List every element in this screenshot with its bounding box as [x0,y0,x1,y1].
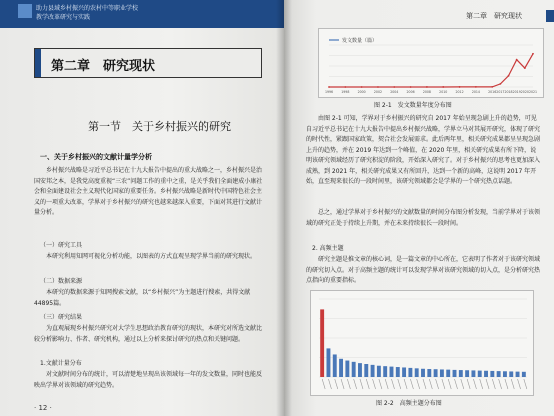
data-point [328,86,330,88]
x-tick-label: 2002 [373,90,383,94]
right-running-head-text: 第二章 研究现状 [466,12,522,20]
right-running-head-mark [546,10,554,22]
paragraph-volume: 对文献时间分布的统计，可以清楚地呈现出该领域每一年的发文数量，同时也能反映出学界对该领域的研究趋势。 [34,371,263,389]
x-tick-label-placeholder [499,379,502,389]
data-point [442,86,444,88]
subsection-title: 一、关于乡村振兴的文献计量学分析 [40,153,152,161]
chart1-grid [329,45,533,87]
figure-2-2 [310,290,534,396]
x-tick-label: 1996 [324,90,334,94]
bar [490,371,494,377]
x-tick-label: 2018 [504,90,513,94]
chart2-grid [319,299,527,377]
running-head-line2: 教学改革研究与实践 [36,14,91,21]
bar [327,348,331,377]
running-head-mark [18,4,32,18]
bar [459,370,463,377]
x-tick-label-placeholder [524,379,527,389]
x-tick-label-placeholder [354,379,357,389]
bar [516,372,520,377]
x-tick-label-placeholder [385,379,388,389]
paragraph-tools: 本研究利用知网可视化分析功能，以图表的方式直观呈现学界当前的研究现状。 [46,253,257,260]
analysis-paragraph-3: 研究主题是推文章的核心词，是一篇文章的中心所在，它表明了作者对于该研究领域的研究切入点。对于高频主题的统计可以发现学界对该研究领域的切入点，是分析研究热点指向的重要指标。 [306,256,541,284]
x-tick-label-placeholder [335,379,338,389]
data-point [499,83,501,85]
bar [471,370,475,377]
bar [427,369,431,377]
heading-results: （三）研究结果 [40,314,83,321]
figure-2-2-caption: 图 2-2 高频主题分布图 [376,400,442,407]
right-running-head [466,8,554,24]
x-tick-label-placeholder [379,379,382,389]
bar [352,362,356,377]
bar [421,369,425,377]
data-point [393,86,395,88]
right-page [284,0,554,416]
bar [453,370,457,377]
data-point [508,75,510,77]
x-tick-label-placeholder [410,379,413,389]
x-tick-label: 2010 [439,90,448,94]
x-tick-label-placeholder [511,379,514,389]
x-tick-label: 2012 [455,90,464,94]
chart1-points [328,53,534,88]
bar [415,368,419,377]
book-gutter-shadow [276,0,292,416]
x-tick-label-placeholder [473,379,476,389]
bar [358,363,362,377]
heading-source: （二）数据来源 [40,278,83,285]
heading-volume: 1.文献计量分布 [40,360,82,367]
x-tick-label-placeholder [391,379,394,389]
x-tick-label: 2020 [520,90,529,94]
bar [402,367,406,377]
x-tick-label: 2017 [496,90,505,94]
data-point [426,86,428,88]
x-tick-label-placeholder [398,379,401,389]
bar [522,372,526,377]
bar [440,369,444,377]
bar [364,364,368,377]
bar [345,361,349,377]
bar [377,366,381,377]
x-tick-label-placeholder [518,379,521,389]
bar [465,370,469,377]
paragraph-source: 本研究的数据来源于知网搜索文献，以“乡村振兴”为主题进行搜索，共得文献44895篇。 [34,289,251,307]
x-tick-label-placeholder [366,379,369,389]
x-tick-label-placeholder [505,379,508,389]
bar [371,365,375,377]
bar [339,359,343,377]
x-tick-label-placeholder [328,379,331,389]
x-tick-label: 2016 [488,90,497,94]
data-point [410,86,412,88]
x-tick-label: 2008 [422,90,431,94]
bar [390,367,394,377]
data-point [516,59,518,61]
x-tick-label-placeholder [404,379,407,389]
bar [333,354,337,377]
bar-chart [311,291,533,395]
x-tick-label-placeholder [455,379,458,389]
x-tick-label-placeholder [486,379,489,389]
x-tick-label-placeholder [480,379,483,389]
bar [484,371,488,377]
bar [320,309,324,377]
x-tick-label-placeholder [417,379,420,389]
x-tick-label-placeholder [429,379,432,389]
x-tick-label-placeholder [322,379,325,389]
x-tick-label: 2006 [406,90,415,94]
data-point [344,86,346,88]
line-chart [319,29,543,97]
x-tick-label: 2000 [357,90,366,94]
heading-topics: 2. 高频主题 [312,245,344,252]
x-tick-label-placeholder [423,379,426,389]
x-tick-label-placeholder [492,379,495,389]
left-running-head [0,0,284,28]
data-point [361,86,363,88]
intro-paragraph: 乡村振兴战略是习近平总书记在十九大报告中提出的重大战略之一，乡村振兴是治国安邦之本，是我党高度重视“三农”问题工作的重中之重，是关乎我们全面建成小康社会和全面建设社会主义现代化国家的重要任务。乡村振兴战略是新时代中国特色社会主义的一项重大改革，学界对于乡村振兴的研究也越来越深入重要，下面对其进行文献计量分析。 [34,167,263,216]
data-point [532,53,534,55]
chart1-series-line [329,54,533,87]
x-tick-label: 2014 [471,90,480,94]
bar [383,366,387,377]
bar [497,371,501,377]
x-tick-label: 2019 [512,90,521,94]
x-tick-label-placeholder [360,379,363,389]
chapter-title: 第二章 研究现状 [51,59,156,74]
x-tick-label-placeholder [448,379,451,389]
data-point [524,67,526,69]
bar [509,371,513,377]
x-tick-label-placeholder [442,379,445,389]
chart1-x-ticks [325,90,537,94]
x-tick-label: 1998 [341,90,350,94]
data-point [459,86,461,88]
x-tick-label-placeholder [461,379,464,389]
bar [478,371,482,377]
bar [408,368,412,377]
data-point [491,86,493,88]
analysis-paragraph-1: 由图 2-1 可知，学界对于乡村振兴的研究自 2017 年始呈现急剧上升的趋势，可见自习近平总书记在十九大报告中提出乡村振兴战略，学界立马对其展开研究，体现了研究的时代性，紧跟国家政策，契合社会发展需求。此后两年里，相关研究成果都呈呈现急剧上升的趋势，并在 2019 年达到一个峰值，在 2020 年里，相关研究成果有所下降，说明该研究领域经历了研究积淀的阶段，开始深入研究了。对于乡村振兴的思考也更加深入成熟，到 2021 年，相关研究成果又有所回升，达到一个新的高峰，这说明 2017 年开始，直至现来很长的一段时间里，该研究领域都会是学界的一个研究热点话题。 [306,115,541,185]
heading-tools: （一）研究工具 [40,242,83,249]
page-number: · 12 · [34,404,52,412]
analysis-paragraph-2: 总之，通过学界对于乡村振兴的文献数量的时间分布图分析发现，当前学界对于该领域的研究正处于持续上升期，并在未来持续很长一段时间。 [306,209,541,227]
x-tick-label-placeholder [373,379,376,389]
x-tick-label: 2004 [390,90,399,94]
figure-2-1-caption: 图 2-1 发文数量年度分布图 [374,102,452,109]
data-point [475,86,477,88]
bar [434,369,438,377]
chapter-heading-box [34,48,262,78]
x-tick-label: 2021 [528,90,538,94]
legend-label: 发文数量（篇） [342,38,378,44]
bar [396,367,400,377]
bar [503,371,507,377]
section-title: 第一节 关于乡村振兴的研究 [88,120,231,133]
x-tick-label-placeholder [436,379,439,389]
x-tick-label-placeholder [341,379,344,389]
x-tick-label-placeholder [467,379,470,389]
x-tick-label-placeholder [347,379,350,389]
running-head-line1: 助力县域乡村振兴的农村中等职业学校 [36,5,139,12]
figure-2-1 [318,28,544,98]
chapter-heading-mark [35,49,41,77]
data-point [377,86,379,88]
bar [446,370,450,377]
paragraph-results: 为直观展现乡村振兴研究对大学生思想政治教育研究的现状，本研究对所选文献比较分析影响力、作者、研究机构，通过以上分析来探讨研究的热点和关键问题。 [34,325,263,343]
